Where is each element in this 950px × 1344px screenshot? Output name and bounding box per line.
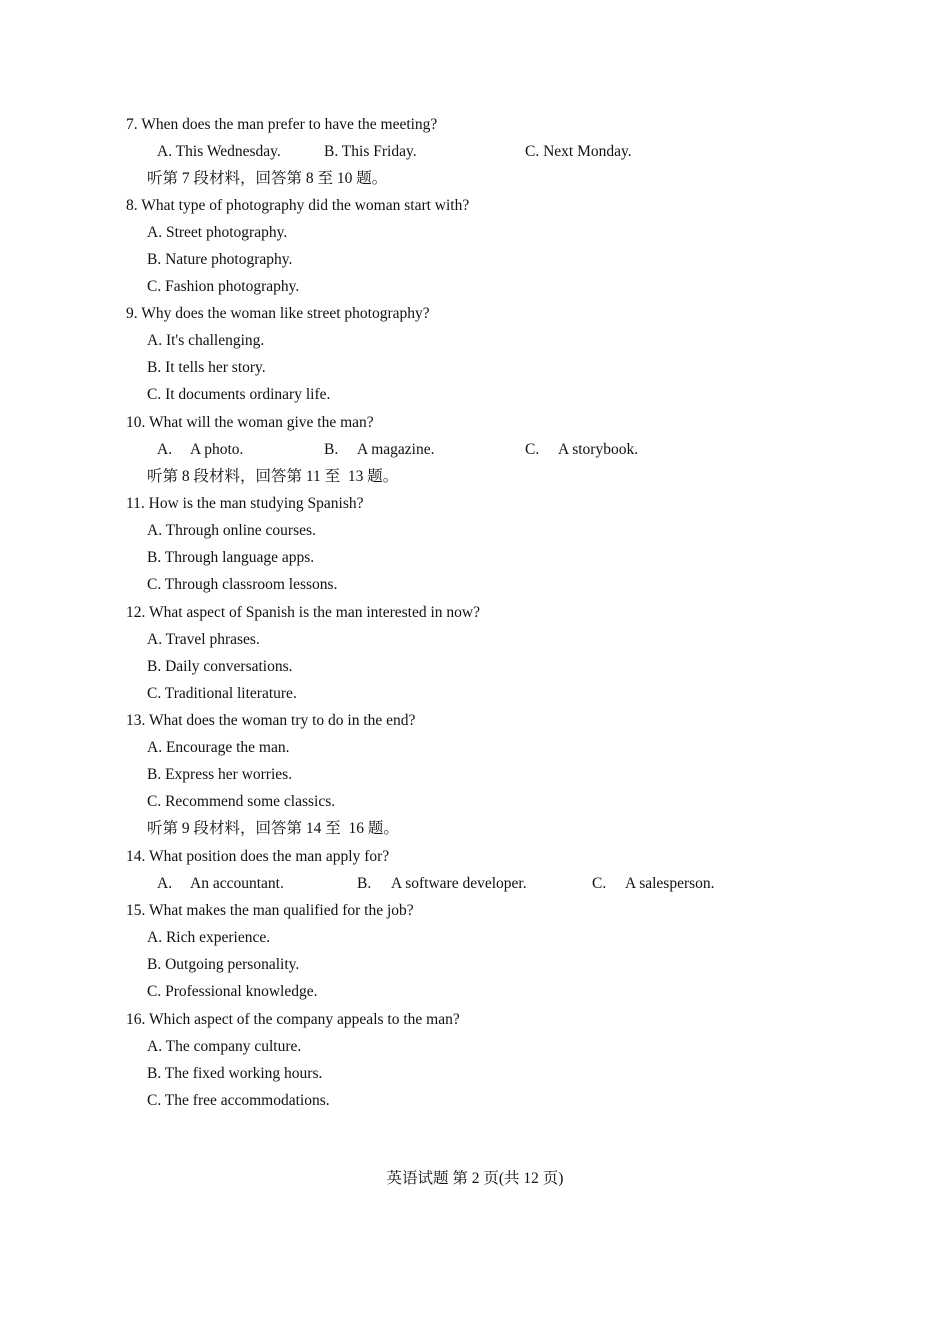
q10-option-b-letter: B. bbox=[324, 441, 339, 458]
q8-option-b: B. Nature photography. bbox=[147, 251, 293, 268]
q15-option-b: B. Outgoing personality. bbox=[147, 956, 300, 973]
q16-option-c: C. The free accommodations. bbox=[147, 1092, 330, 1109]
q14-option-a-letter: A. bbox=[157, 875, 173, 892]
q9-option-c: C. It documents ordinary life. bbox=[147, 386, 331, 403]
section-instruction-8: 听第 8 段材料，回答第 11 至 13 题。 bbox=[147, 468, 399, 485]
question-7: 7. When does the man prefer to have the meeting? bbox=[126, 116, 438, 133]
q7-option-a: A. This Wednesday. bbox=[157, 143, 281, 160]
q14-option-b-letter: B. bbox=[357, 875, 372, 892]
section-instruction-7: 听第 7 段材料，回答第 8 至 10 题。 bbox=[147, 170, 388, 187]
q12-option-b: B. Daily conversations. bbox=[147, 658, 293, 675]
q12-option-a: A. Travel phrases. bbox=[147, 631, 260, 648]
question-13: 13. What does the woman try to do in the end? bbox=[126, 712, 416, 729]
q16-option-a: A. The company culture. bbox=[147, 1038, 302, 1055]
q15-option-c: C. Professional knowledge. bbox=[147, 983, 318, 1000]
q16-option-b: B. The fixed working hours. bbox=[147, 1065, 323, 1082]
question-14: 14. What position does the man apply for? bbox=[126, 848, 390, 865]
q13-option-b: B. Express her worries. bbox=[147, 766, 293, 783]
q7-option-b: B. This Friday. bbox=[324, 143, 417, 160]
q9-option-b: B. It tells her story. bbox=[147, 359, 266, 376]
question-8: 8. What type of photography did the woman start with? bbox=[126, 197, 470, 214]
question-15: 15. What makes the man qualified for the job? bbox=[126, 902, 414, 919]
q11-option-c: C. Through classroom lessons. bbox=[147, 576, 338, 593]
question-16: 16. Which aspect of the company appeals to the man? bbox=[126, 1011, 460, 1028]
page-footer: 英语试题 第 2 页(共 12 页) bbox=[386, 1170, 564, 1187]
q7-option-c: C. Next Monday. bbox=[525, 143, 632, 160]
q14-option-b: A software developer. bbox=[391, 875, 527, 892]
question-9: 9. Why does the woman like street photography? bbox=[126, 305, 430, 322]
q10-option-c: A storybook. bbox=[558, 441, 639, 458]
q10-option-a: A photo. bbox=[190, 441, 244, 458]
q10-option-a-letter: A. bbox=[157, 441, 173, 458]
q13-option-a: A. Encourage the man. bbox=[147, 739, 290, 756]
q12-option-c: C. Traditional literature. bbox=[147, 685, 297, 702]
q14-option-a: An accountant. bbox=[190, 875, 284, 892]
q8-option-a: A. Street photography. bbox=[147, 224, 288, 241]
q14-option-c-letter: C. bbox=[592, 875, 607, 892]
question-12: 12. What aspect of Spanish is the man interested in now? bbox=[126, 604, 480, 621]
q13-option-c: C. Recommend some classics. bbox=[147, 793, 336, 810]
q14-option-c: A salesperson. bbox=[625, 875, 715, 892]
q9-option-a: A. It's challenging. bbox=[147, 332, 265, 349]
section-instruction-9: 听第 9 段材料，回答第 14 至 16 题。 bbox=[147, 820, 399, 837]
q10-option-b: A magazine. bbox=[357, 441, 435, 458]
q10-option-c-letter: C. bbox=[525, 441, 540, 458]
question-11: 11. How is the man studying Spanish? bbox=[126, 495, 364, 512]
q11-option-a: A. Through online courses. bbox=[147, 522, 316, 539]
q11-option-b: B. Through language apps. bbox=[147, 549, 315, 566]
q15-option-a: A. Rich experience. bbox=[147, 929, 271, 946]
question-10: 10. What will the woman give the man? bbox=[126, 414, 374, 431]
q8-option-c: C. Fashion photography. bbox=[147, 278, 300, 295]
